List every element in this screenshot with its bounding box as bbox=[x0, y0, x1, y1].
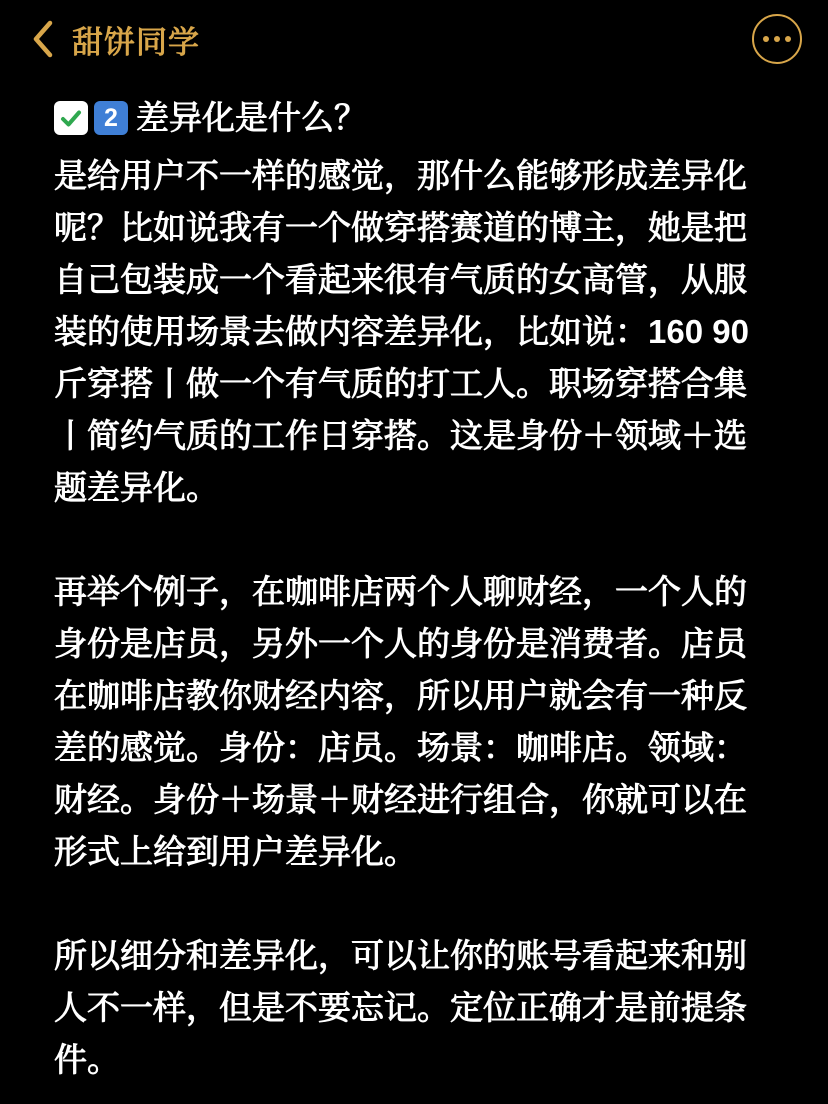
more-dot-1-icon bbox=[763, 36, 769, 42]
more-options-button[interactable] bbox=[752, 14, 802, 64]
number-two-badge: 2 bbox=[94, 101, 128, 135]
chevron-left-icon bbox=[32, 20, 54, 58]
post-paragraph-2: 再举个例子，在咖啡店两个人聊财经，一个人的身份是店员，另外一个人的身份是消费者。店员在咖啡店教你财经内容，所以用户就会有一种反差的感觉。身份：店员。场景：咖啡店。领域：财经。身份＋场景＋财经进行组合，你就可以在形式上给到用户差异化。 bbox=[54, 573, 747, 870]
post-title-line bbox=[54, 92, 774, 144]
page-title: 甜饼同学 bbox=[72, 24, 200, 60]
more-dot-2-icon bbox=[774, 36, 780, 42]
post-body bbox=[0, 78, 828, 1086]
post-paragraph-1: 是给用户不一样的感觉，那什么能够形成差异化呢？比如说我有一个做穿搭赛道的博主，她是把自己包装成一个看起来很有气质的女高管，从服装的使用场景去做内容差异化，比如说：160 90斤穿搭丨做一个有气质的打工人。职场穿搭合集丨简约气质的工作日穿搭。这是身份＋领域＋选题差异化。 bbox=[54, 157, 749, 506]
post-title-text: 差异化是什么？ bbox=[136, 99, 367, 136]
post-paragraph-3: 所以细分和差异化，可以让你的账号看起来和别人不一样，但是不要忘记。定位正确才是前提条件。 bbox=[54, 937, 747, 1078]
more-dot-3-icon bbox=[785, 36, 791, 42]
navigation-bar bbox=[0, 0, 828, 78]
white-check-mark-icon bbox=[54, 101, 88, 135]
back-button[interactable] bbox=[26, 16, 60, 62]
